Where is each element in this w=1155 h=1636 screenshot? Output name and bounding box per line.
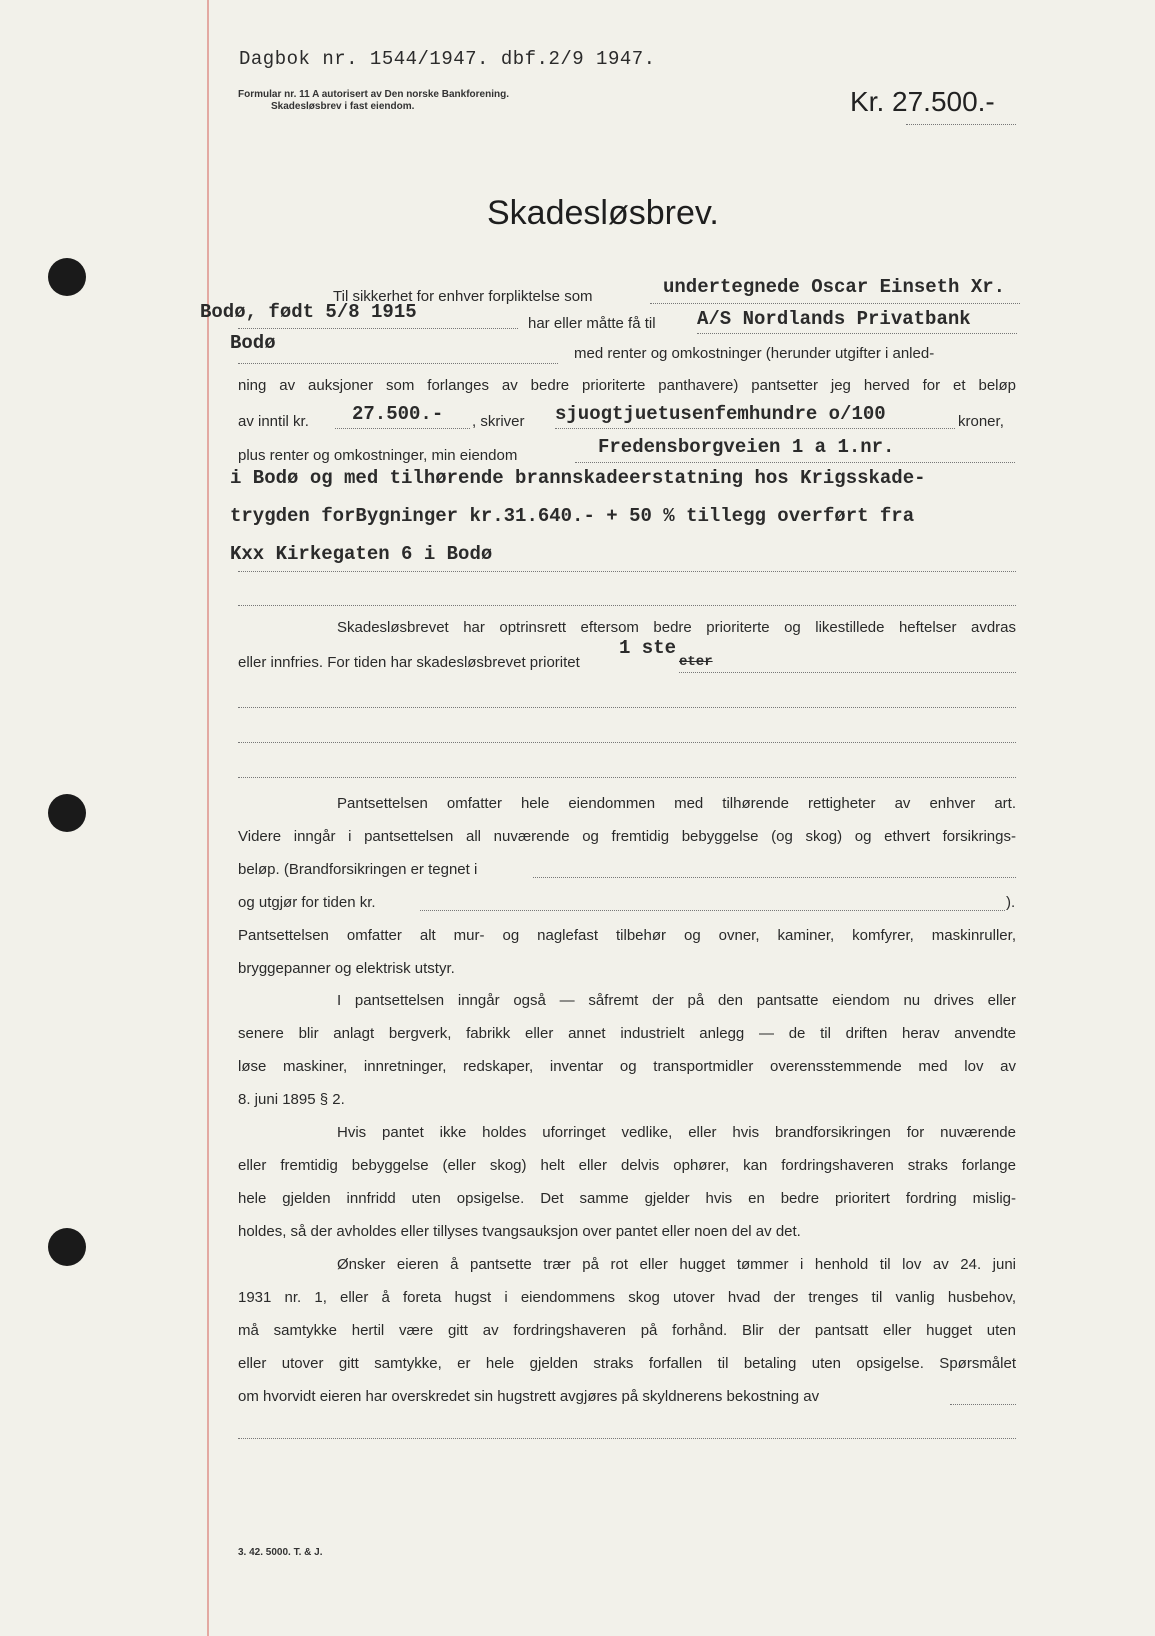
property-line-4: Kxx Kirkegaten 6 i Bodø xyxy=(230,543,493,565)
skog-line-5: om hvorvidt eieren har overskredet sin hugstrett avgjøres på skyldnerens bekostning av xyxy=(238,1388,820,1405)
skog-line-3: må samtykke hertil være gitt av fordringshaveren på forhånd. Blir der pantsatt eller hugget uten xyxy=(238,1322,1016,1339)
margin-rule xyxy=(207,0,209,1636)
blank-line xyxy=(238,571,1016,572)
plus-renter-label: plus renter og omkostninger, min eiendom xyxy=(238,447,518,464)
pant-line-5: bryggepanner og elektrisk utstyr. xyxy=(238,960,455,977)
debtor-name: undertegnede Oscar Einseth Xr. xyxy=(663,276,1006,298)
debtor-birth: Bodø, født 5/8 1915 xyxy=(200,301,417,323)
skog-line-2: 1931 nr. 1, eller å foreta hugst i eiendommens skog utover hvad der trenges til vanlig husbehov, xyxy=(238,1289,1016,1306)
industri-line-2: senere blir anlagt bergverk, fabrikk eller annet industrielt anlegg — de til driften herav anvendte xyxy=(238,1025,1016,1042)
priority-line-2: eller innfries. For tiden har skadesløsbrevet prioritet xyxy=(238,654,580,671)
formular-line-2: Skadesløsbrev i fast eiendom. xyxy=(271,101,415,112)
place-underline xyxy=(238,363,558,364)
place: Bodø xyxy=(230,332,276,354)
industri-line-3: løse maskiner, innretninger, redskaper, inventar og transportmidler overensstemmende med lov av xyxy=(238,1058,1016,1075)
punch-hole xyxy=(48,794,86,832)
printer-mark: 3. 42. 5000. T. & J. xyxy=(238,1547,323,1558)
pant-line-2: Videre inngår i pantsettelsen all nuværende og fremtidig bebyggelse (og skog) og ethvert forsikrings- xyxy=(238,828,1016,845)
pant-line-3: beløp. (Brandforsikringen er tegnet i xyxy=(238,861,478,878)
blank-line xyxy=(238,742,1016,743)
pant-line-1: Pantsettelsen omfatter hele eiendommen med tilhørende rettigheter av enhver art. xyxy=(337,795,1016,812)
amount-typed: 27.500.- xyxy=(352,403,444,425)
skog-underline xyxy=(950,1404,1016,1405)
amount-words-underline xyxy=(555,428,955,429)
vedlike-line-4: holdes, så der avholdes eller tillyses tvangsauksjon over pantet eller noen del av det. xyxy=(238,1223,801,1240)
skog-line-1: Ønsker eieren å pantsette trær på rot eller hugget tømmer i henhold til lov av 24. juni xyxy=(337,1256,1016,1273)
property-underline xyxy=(575,462,1015,463)
auksjoner-line: ning av auksjoner som forlanges av bedre prioriterte panthavere) pantsetter jeg herved for et beløp xyxy=(238,377,1016,394)
amount-underline xyxy=(906,124,1016,125)
skog-line-4: eller utover gitt samtykke, er hele gjelden straks forfallen til betaling uten opsigelse. Spørsmålet xyxy=(238,1355,1016,1372)
property-line-2: i Bodø og med tilhørende brannskadeerstatning hos Krigsskade- xyxy=(230,467,926,489)
priority-struck: eter xyxy=(679,654,713,670)
property-line-3: trygden forBygninger kr.31.640.- + 50 % tillegg overført fra xyxy=(230,505,915,527)
av-inntil-label: av inntil kr. xyxy=(238,413,309,430)
utgjor-close: ). xyxy=(1006,894,1016,911)
dagbok-stamp: Dagbok nr. 1544/1947. dbf.2/9 1947. xyxy=(239,48,656,70)
blank-line xyxy=(238,1438,1016,1439)
amount-typed-underline xyxy=(335,428,470,429)
utgjor-label: og utgjør for tiden kr. xyxy=(238,894,376,911)
til-sikkerhet-label: Til sikkerhet for enhver forpliktelse som xyxy=(333,288,593,305)
med-renter-label: med renter og omkostninger (herunder utgifter i anled- xyxy=(574,345,935,362)
kroner-label: kroner, xyxy=(958,413,1004,430)
blank-line xyxy=(238,605,1016,606)
debtor-underline xyxy=(650,303,1020,304)
pant-line-4: Pantsettelsen omfatter alt mur- og naglefast tilbehør og ovner, kaminer, komfyrer, maskinruller, xyxy=(238,927,1016,944)
property-address: Fredensborgveien 1 a 1.nr. xyxy=(598,436,895,458)
industri-line-1: I pantsettelsen inngår også — såfremt der på den pantsatte eiendom nu drives eller xyxy=(337,992,1016,1009)
skriver-label: , skriver xyxy=(472,413,525,430)
amount-header: Kr. 27.500.- xyxy=(850,86,995,117)
utgjor-underline xyxy=(420,910,1005,911)
amount-words: sjuogtjuetusenfemhundre o/100 xyxy=(555,403,886,425)
punch-hole xyxy=(48,258,86,296)
blank-line xyxy=(238,777,1016,778)
formular-line-1: Formular nr. 11 A autorisert av Den norske Bankforening. xyxy=(238,89,510,100)
punch-hole xyxy=(48,1228,86,1266)
creditor-name: A/S Nordlands Privatbank xyxy=(697,308,971,330)
industri-line-4: 8. juni 1895 § 2. xyxy=(238,1091,345,1108)
document-title: Skadesløsbrev. xyxy=(487,194,719,232)
vedlike-line-3: hele gjelden innfridd uten opsigelse. Det samme gjelder hvis en bedre prioritert fordring mislig- xyxy=(238,1190,1016,1207)
brandforsikring-underline xyxy=(533,877,1016,878)
creditor-underline xyxy=(697,333,1017,334)
blank-line xyxy=(238,707,1016,708)
priority-value: 1 ste xyxy=(619,637,677,659)
vedlike-line-1: Hvis pantet ikke holdes uforringet vedlike, eller hvis brandforsikringen for nuværende xyxy=(337,1124,1016,1141)
priority-line-1: Skadesløsbrevet har optrinsrett eftersom bedre prioriterte og likestillede heftelser avdras xyxy=(337,619,1016,636)
priority-underline xyxy=(679,672,1016,673)
birth-underline xyxy=(238,328,518,329)
vedlike-line-2: eller fremtidig bebyggelse (eller skog) helt eller delvis ophører, kan fordringshaveren straks forlange xyxy=(238,1157,1016,1174)
har-eller-label: har eller måtte få til xyxy=(528,315,656,332)
